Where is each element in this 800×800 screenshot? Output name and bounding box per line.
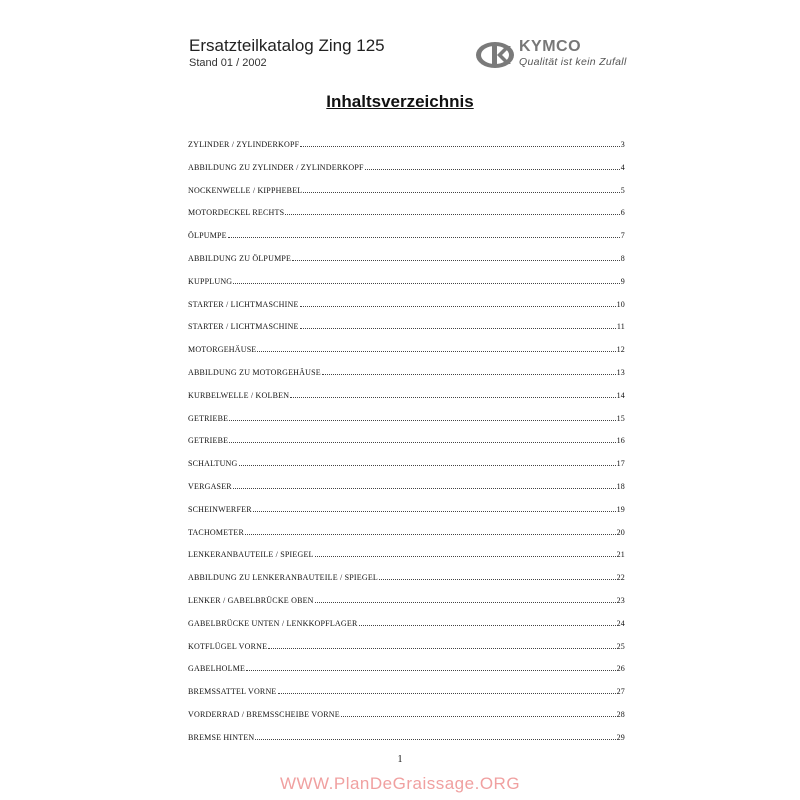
toc-dot-leader — [257, 345, 615, 352]
toc-dot-leader — [233, 277, 620, 284]
toc-entry-page: 19 — [616, 504, 625, 514]
watermark-url: WWW.PlanDeGraissage.ORG — [279, 774, 521, 793]
toc-entry-title: ZYLINDER / ZYLINDERKOPF — [188, 140, 300, 149]
toc-entry-page: 15 — [616, 413, 625, 423]
kymco-logo — [475, 38, 635, 72]
toc-entry-title: GETRIEBE — [188, 413, 229, 423]
toc-entry-title: LENKER / GABELBRÜCKE OBEN — [188, 595, 314, 605]
toc-dot-leader — [285, 208, 620, 215]
toc-entry-title: GABELBRÜCKE UNTEN / LENKKOPFLAGER — [188, 618, 358, 628]
toc-entry-title: ABBILDUNG ZU LENKERANBAUTEILE / SPIEGEL — [188, 573, 379, 583]
toc-entry[interactable] — [188, 208, 625, 231]
toc-entry-page: 11 — [616, 322, 625, 332]
toc-entry[interactable] — [188, 277, 625, 300]
toc-entry-title: ÖLPUMPE — [188, 231, 227, 241]
toc-dot-leader — [278, 687, 616, 694]
toc-entry-title: BREMSSATTEL VORNE — [188, 687, 277, 697]
toc-entry[interactable] — [188, 664, 625, 687]
toc-entry-page: 9 — [620, 276, 625, 286]
toc-entry-page: 10 — [616, 299, 625, 309]
toc-entry-title: SCHEINWERFER — [188, 504, 252, 514]
toc-dot-leader — [290, 391, 615, 398]
toc-entry[interactable] — [188, 505, 625, 528]
toc-entry-page: 25 — [616, 641, 625, 651]
toc-entry-page: 18 — [616, 481, 625, 491]
toc-entry[interactable] — [188, 573, 625, 596]
toc-dot-leader — [315, 550, 616, 557]
toc-entry-title: TACHOMETER — [188, 527, 245, 537]
toc-entry[interactable] — [188, 231, 625, 254]
toc-entry-title: GETRIEBE — [188, 436, 229, 446]
toc-entry-page: 17 — [616, 459, 625, 469]
toc-dot-leader — [255, 733, 615, 740]
document-header — [189, 36, 385, 70]
toc-entry-title: KOTFLÜGEL VORNE — [188, 641, 268, 651]
toc-entry-title: GABELHOLME — [188, 664, 246, 674]
toc-heading: Inhaltsverzeichnis — [326, 92, 474, 111]
toc-entry-page: 20 — [616, 527, 625, 537]
toc-entry[interactable] — [188, 687, 625, 710]
document-title: Ersatzteilkatalog Zing 125 — [189, 36, 385, 55]
document-date: Stand 01 / 2002 — [189, 57, 267, 69]
toc-entry[interactable] — [188, 414, 625, 437]
table-of-contents — [188, 140, 625, 756]
toc-entry-title: KUPPLUNG — [188, 276, 233, 286]
toc-entry-title: NOCKENWELLE / KIPPHEBEL — [188, 185, 303, 195]
toc-dot-leader — [300, 140, 620, 147]
toc-entry[interactable] — [188, 163, 625, 186]
toc-entry[interactable] — [188, 254, 625, 277]
toc-entry-title: ABBILDUNG ZU ZYLINDER / ZYLINDERKOPF — [188, 162, 364, 172]
toc-dot-leader — [253, 505, 616, 512]
toc-dot-leader — [239, 459, 616, 466]
toc-dot-leader — [300, 300, 616, 307]
toc-dot-leader — [341, 710, 616, 717]
toc-entry-page: 3 — [620, 140, 625, 149]
toc-entry[interactable] — [188, 368, 625, 391]
logo-brand-name: KYMCO — [519, 38, 582, 55]
toc-entry-page: 14 — [616, 390, 625, 400]
toc-dot-leader — [229, 436, 615, 443]
toc-entry-page: 4 — [620, 162, 625, 172]
toc-entry-title: STARTER / LICHTMASCHINE — [188, 322, 299, 332]
toc-entry[interactable] — [188, 596, 625, 619]
toc-dot-leader — [359, 619, 616, 626]
page-number: 1 — [397, 754, 403, 765]
toc-entry-title: MOTORGEHÄUSE — [188, 345, 257, 355]
toc-entry-page: 23 — [616, 595, 625, 605]
kymco-logo-icon — [475, 40, 519, 70]
toc-entry[interactable] — [188, 300, 625, 323]
toc-entry[interactable] — [188, 436, 625, 459]
toc-dot-leader — [233, 482, 616, 489]
toc-entry[interactable] — [188, 459, 625, 482]
toc-dot-leader — [300, 322, 616, 329]
toc-dot-leader — [303, 186, 619, 193]
toc-entry-page: 6 — [620, 208, 625, 218]
toc-dot-leader — [246, 664, 615, 671]
toc-entry-title: ABBILDUNG ZU MOTORGEHÄUSE — [188, 367, 321, 377]
toc-entry-page: 21 — [616, 550, 625, 560]
toc-dot-leader — [322, 368, 616, 375]
toc-entry-page: 26 — [616, 664, 625, 674]
toc-entry[interactable] — [188, 140, 625, 163]
toc-dot-leader — [268, 642, 615, 649]
toc-entry[interactable] — [188, 550, 625, 573]
toc-entry-page: 7 — [620, 231, 625, 241]
toc-dot-leader — [245, 528, 616, 535]
toc-entry-title: MOTORDECKEL RECHTS — [188, 208, 285, 218]
toc-entry-page: 13 — [616, 367, 625, 377]
toc-entry-page: 24 — [616, 618, 625, 628]
toc-entry-page: 12 — [616, 345, 625, 355]
logo-slogan: Qualität ist kein Zufall — [519, 56, 627, 68]
toc-entry-title: VERGASER — [188, 481, 232, 491]
toc-entry-page: 8 — [620, 253, 625, 263]
toc-dot-leader — [365, 163, 620, 170]
toc-dot-leader — [228, 231, 620, 238]
toc-entry-page: 28 — [616, 709, 625, 719]
toc-entry-title: VORDERRAD / BREMSSCHEIBE VORNE — [188, 709, 340, 719]
toc-dot-leader — [292, 254, 620, 261]
toc-entry[interactable] — [188, 482, 625, 505]
toc-entry[interactable] — [188, 391, 625, 414]
toc-dot-leader — [229, 414, 615, 421]
toc-entry[interactable] — [188, 619, 625, 642]
toc-entry-title: ABBILDUNG ZU ÖLPUMPE — [188, 253, 292, 263]
toc-dot-leader — [315, 596, 616, 603]
toc-entry-page: 22 — [616, 573, 625, 583]
toc-entry[interactable] — [188, 322, 625, 345]
toc-dot-leader — [379, 573, 616, 580]
toc-entry[interactable] — [188, 733, 625, 756]
toc-entry-title: STARTER / LICHTMASCHINE — [188, 299, 299, 309]
toc-entry-title: BREMSE HINTEN — [188, 732, 255, 742]
toc-entry-title: SCHALTUNG — [188, 459, 238, 469]
toc-entry-title: KURBELWELLE / KOLBEN — [188, 390, 290, 400]
toc-entry-page: 27 — [616, 687, 625, 697]
toc-entry[interactable] — [188, 528, 625, 551]
toc-entry-page: 16 — [616, 436, 625, 446]
toc-entry[interactable] — [188, 186, 625, 209]
toc-entry[interactable] — [188, 642, 625, 665]
toc-entry-title: LENKERANBAUTEILE / SPIEGEL — [188, 550, 314, 560]
toc-entry[interactable] — [188, 710, 625, 733]
toc-entry[interactable] — [188, 345, 625, 368]
toc-entry-page: 5 — [620, 185, 625, 195]
toc-entry-page: 29 — [616, 732, 625, 742]
